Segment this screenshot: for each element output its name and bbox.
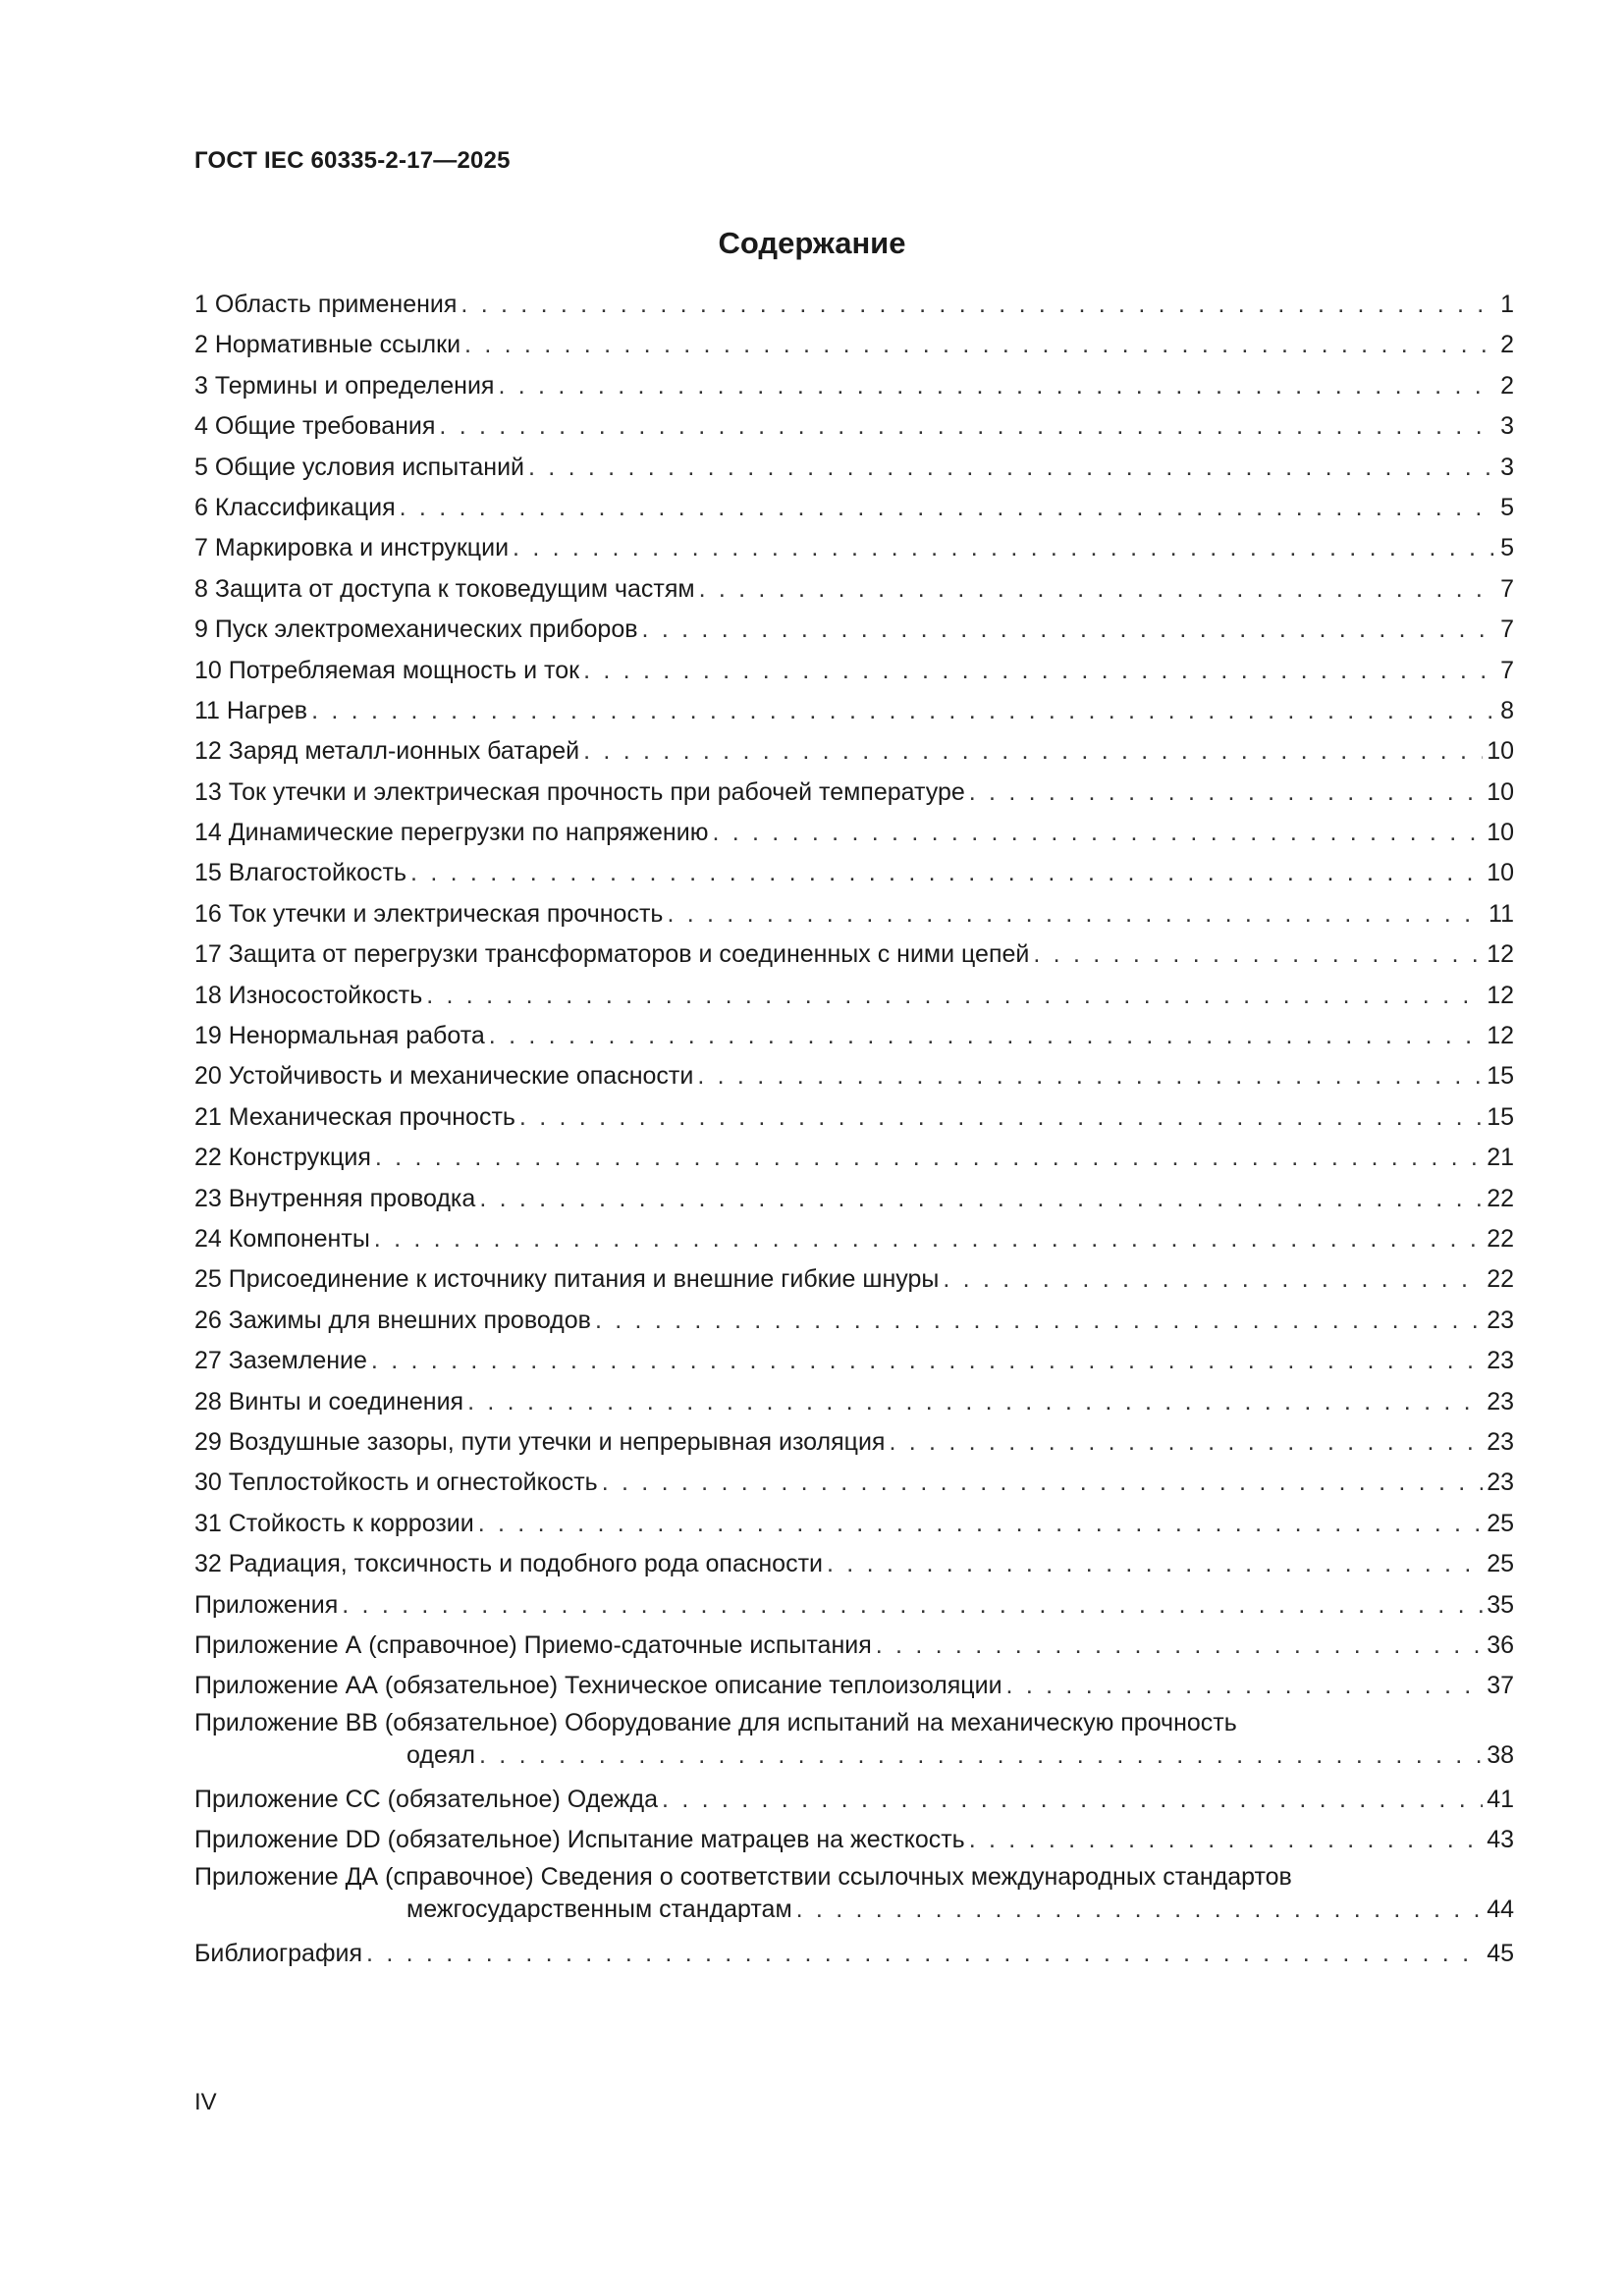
dot-leader [479, 1739, 1483, 1772]
toc-entry-page: 1 [1500, 291, 1514, 318]
toc-entry-page: 23 [1487, 1387, 1514, 1415]
toc-entry-page: 22 [1487, 1184, 1514, 1212]
dot-leader [1033, 934, 1483, 975]
toc-entry[interactable] [194, 1585, 1514, 1626]
table-of-contents [194, 285, 1514, 1975]
dot-leader [342, 1585, 1483, 1626]
toc-entry[interactable] [194, 1422, 1514, 1463]
dot-leader [513, 528, 1496, 568]
dot-leader [1006, 1666, 1484, 1706]
dot-leader [602, 1463, 1483, 1503]
toc-entry-page: 10 [1487, 859, 1514, 887]
toc-entry-label: 27 Заземление [194, 1347, 367, 1375]
dot-leader [943, 1259, 1483, 1300]
toc-entry-page: 44 [1487, 1895, 1514, 1923]
toc-entry[interactable] [194, 366, 1514, 406]
dot-leader [642, 610, 1497, 650]
toc-entry[interactable] [194, 1056, 1514, 1096]
toc-entry-page: 3 [1500, 412, 1514, 441]
toc-entry[interactable] [194, 610, 1514, 650]
toc-entry-page: 22 [1487, 1265, 1514, 1294]
toc-entry-page: 10 [1487, 777, 1514, 806]
toc-entry-page: 23 [1487, 1468, 1514, 1497]
toc-entry[interactable] [194, 1016, 1514, 1056]
dot-leader [464, 325, 1496, 365]
toc-entry[interactable] [194, 1138, 1514, 1178]
toc-entry[interactable] [194, 285, 1514, 325]
toc-entry[interactable] [194, 1504, 1514, 1544]
toc-entry[interactable] [194, 1341, 1514, 1381]
toc-entry[interactable] [194, 1382, 1514, 1422]
toc-entry[interactable] [194, 1097, 1514, 1138]
dot-leader [969, 773, 1483, 813]
toc-entry-label: 17 Защита от перегрузки трансформаторов и соединенных с ними цепей [194, 940, 1030, 969]
dot-leader [969, 1820, 1483, 1860]
dot-leader [439, 406, 1496, 447]
toc-entry[interactable] [194, 528, 1514, 568]
toc-entry-label: 25 Присоединение к источнику питания и внешние гибкие шнуры [194, 1265, 940, 1294]
toc-title: Содержание [718, 226, 906, 260]
toc-entry-label: 6 Классификация [194, 493, 396, 521]
toc-entry-label: 10 Потребляемая мощность и ток [194, 656, 580, 684]
toc-entry-label: 16 Ток утечки и электрическая прочность [194, 899, 664, 928]
toc-entry-page: 7 [1500, 656, 1514, 684]
toc-entry[interactable] [194, 934, 1514, 975]
toc-entry-label: Приложение СС (обязательное) Одежда [194, 1786, 659, 1814]
toc-entry[interactable] [194, 1219, 1514, 1259]
toc-entry-label: 14 Динамические перегрузки по напряжению [194, 819, 709, 847]
toc-entry-line2 [194, 1894, 1514, 1934]
toc-entry[interactable] [194, 488, 1514, 528]
toc-entry-label: Приложения [194, 1590, 339, 1619]
toc-entry-label: Приложение А (справочное) Приемо-сдаточные испытания [194, 1630, 872, 1659]
toc-entry-label: 32 Радиация, токсичность и подобного рода опасности [194, 1550, 823, 1578]
toc-entry-label: 12 Заряд металл-ионных батарей [194, 737, 580, 766]
toc-entry-page: 23 [1487, 1427, 1514, 1456]
toc-entry-page: 43 [1487, 1826, 1514, 1854]
toc-entry[interactable] [194, 731, 1514, 772]
toc-entry[interactable] [194, 1820, 1514, 1860]
toc-entry-label: 7 Маркировка и инструкции [194, 534, 510, 562]
toc-entry[interactable] [194, 1301, 1514, 1341]
toc-entry-label: 1 Область применения [194, 291, 458, 318]
toc-entry-label-line2: межгосударственным стандартам [406, 1895, 792, 1923]
dot-leader [667, 894, 1485, 934]
toc-entry-label: 22 Конструкция [194, 1144, 371, 1172]
toc-entry-page: 12 [1487, 981, 1514, 1009]
toc-entry-page: 35 [1487, 1590, 1514, 1619]
toc-entry-page: 2 [1500, 331, 1514, 359]
toc-entry[interactable] [194, 1463, 1514, 1503]
toc-entry-page: 7 [1500, 615, 1514, 644]
toc-entry-label: 20 Устойчивость и механические опасности [194, 1062, 694, 1091]
toc-entry-page: 5 [1500, 534, 1514, 562]
toc-entry[interactable] [194, 894, 1514, 934]
toc-entry[interactable] [194, 853, 1514, 893]
toc-entry-label: 24 Компоненты [194, 1224, 370, 1253]
toc-entry-label: 26 Зажимы для внешних проводов [194, 1306, 591, 1334]
page-number: IV [194, 2089, 217, 2115]
toc-entry[interactable] [194, 1259, 1514, 1300]
toc-entry-page: 23 [1487, 1347, 1514, 1375]
toc-entry-page: 36 [1487, 1630, 1514, 1659]
toc-entry[interactable] [194, 976, 1514, 1016]
toc-entry[interactable] [194, 1666, 1514, 1706]
dot-leader [426, 976, 1483, 1016]
toc-entry[interactable] [194, 1179, 1514, 1219]
toc-entry-page: 5 [1500, 493, 1514, 521]
toc-entry-page: 22 [1487, 1224, 1514, 1253]
standard-code-header: ГОСТ IEC 60335-2-17—2025 [194, 147, 511, 174]
dot-leader [371, 1341, 1483, 1381]
toc-entry-page: 15 [1487, 1062, 1514, 1091]
toc-entry-label: 15 Влагостойкость [194, 859, 407, 887]
toc-entry-page: 45 [1487, 1940, 1514, 1968]
toc-entry[interactable] [194, 773, 1514, 813]
toc-entry[interactable] [194, 1544, 1514, 1584]
toc-entry-multiline[interactable] [194, 1861, 1514, 1934]
toc-entry[interactable] [194, 406, 1514, 447]
dot-leader [827, 1544, 1483, 1584]
dot-leader [796, 1894, 1484, 1926]
toc-entry-label: 30 Теплостойкость и огнестойкость [194, 1468, 598, 1497]
toc-entry-page: 12 [1487, 1022, 1514, 1050]
toc-entry-label: 23 Внутренняя проводка [194, 1184, 476, 1212]
toc-entry-page: 10 [1487, 819, 1514, 847]
toc-entry-label: 29 Воздушные зазоры, пути утечки и непрерывная изоляция [194, 1427, 886, 1456]
toc-entry-page: 11 [1489, 899, 1514, 928]
toc-entry-label-line1: Приложение ДА (справочное) Сведения о соответствии ссылочных международных стандартов [194, 1862, 1292, 1891]
dot-leader [699, 569, 1497, 610]
toc-entry-page: 41 [1487, 1786, 1514, 1814]
toc-entry-page: 3 [1500, 453, 1514, 481]
toc-entry[interactable] [194, 569, 1514, 610]
toc-entry-label: 31 Стойкость к коррозии [194, 1509, 474, 1537]
toc-entry-label: Библиография [194, 1940, 363, 1968]
toc-entry-page: 38 [1487, 1740, 1514, 1769]
toc-entry-label: Приложение DD (обязательное) Испытание матрацев на жесткость [194, 1826, 965, 1854]
toc-entry-page: 37 [1487, 1672, 1514, 1700]
toc-entry-label: 2 Нормативные ссылки [194, 331, 461, 359]
dot-leader [712, 813, 1483, 853]
dot-leader [528, 448, 1496, 488]
toc-entry-page: 8 [1500, 696, 1514, 724]
toc-entry[interactable] [194, 691, 1514, 731]
dot-leader [479, 1179, 1483, 1219]
dot-leader [889, 1422, 1483, 1463]
toc-entry-page: 21 [1487, 1144, 1514, 1172]
toc-entry-multiline[interactable] [194, 1707, 1514, 1780]
toc-entry-page: 7 [1500, 574, 1514, 603]
toc-entry-page: 12 [1487, 940, 1514, 969]
toc-entry[interactable] [194, 1626, 1514, 1666]
toc-entry[interactable] [194, 651, 1514, 691]
toc-entry-page: 25 [1487, 1550, 1514, 1578]
toc-entry-page: 2 [1500, 371, 1514, 400]
toc-entry-label-line2: одеял [406, 1740, 475, 1769]
toc-entry-label: 3 Термины и определения [194, 371, 495, 400]
dot-leader [498, 366, 1496, 406]
dot-leader [583, 651, 1496, 691]
dot-leader [595, 1301, 1483, 1341]
toc-entry-label: 18 Износостойкость [194, 981, 423, 1009]
toc-entry-label: 21 Механическая прочность [194, 1102, 515, 1131]
toc-entry[interactable] [194, 813, 1514, 853]
toc-entry[interactable] [194, 1780, 1514, 1820]
toc-entry[interactable] [194, 448, 1514, 488]
dot-leader [366, 1934, 1483, 1974]
toc-entry-label: 4 Общие требования [194, 412, 436, 441]
toc-entry-label: 5 Общие условия испытаний [194, 453, 524, 481]
toc-entry-label: 9 Пуск электромеханических приборов [194, 615, 638, 644]
dot-leader [583, 731, 1483, 772]
dot-leader [519, 1097, 1483, 1138]
dot-leader [478, 1504, 1483, 1544]
toc-entry-label: Приложение АА (обязательное) Техническое описание теплоизоляции [194, 1672, 1002, 1700]
dot-leader [697, 1056, 1483, 1096]
dot-leader [375, 1138, 1483, 1178]
toc-entry-label: 13 Ток утечки и электрическая прочность при рабочей температуре [194, 777, 965, 806]
toc-entry[interactable] [194, 1934, 1514, 1974]
dot-leader [374, 1219, 1483, 1259]
dot-leader [467, 1382, 1483, 1422]
dot-leader [460, 285, 1496, 325]
dot-leader [876, 1626, 1483, 1666]
dot-leader [489, 1016, 1483, 1056]
toc-entry-page: 10 [1487, 737, 1514, 766]
dot-leader [311, 691, 1496, 731]
toc-entry-page: 25 [1487, 1509, 1514, 1537]
dot-leader [400, 488, 1496, 528]
toc-entry[interactable] [194, 325, 1514, 365]
toc-entry-page: 23 [1487, 1306, 1514, 1334]
dot-leader [410, 853, 1483, 893]
toc-entry-label: 28 Винты и соединения [194, 1387, 464, 1415]
toc-entry-label: 19 Ненормальная работа [194, 1022, 485, 1050]
toc-entry-page: 15 [1487, 1102, 1514, 1131]
toc-entry-label: 11 Нагрев [194, 696, 308, 724]
toc-entry-label: 8 Защита от доступа к токоведущим частям [194, 574, 695, 603]
toc-entry-label-line1: Приложение ВВ (обязательное) Оборудование для испытаний на механическую прочность [194, 1708, 1237, 1736]
dot-leader [662, 1780, 1483, 1820]
toc-entry-line2 [194, 1739, 1514, 1780]
